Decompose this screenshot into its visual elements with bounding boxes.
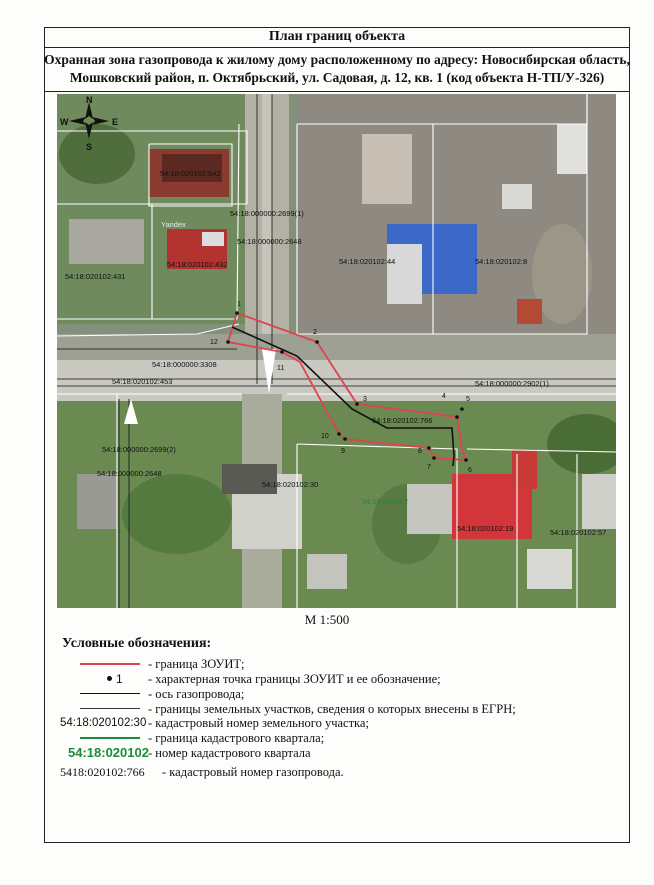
legend-text: - граница ЗОУИТ; (148, 657, 245, 671)
red-line-swatch (80, 663, 140, 665)
point-label: 11 (277, 365, 285, 372)
legend-row-kvartal-border (0, 730, 630, 746)
parcel-label: 54:18:000000:2648 (237, 237, 302, 246)
cad-number-sample: 54:18:020102:30 (60, 717, 147, 729)
parcel-label: 54:18:000000:2699(1) (230, 209, 304, 218)
building-roof (387, 244, 422, 304)
legend-row-kvartal-number (0, 745, 630, 761)
aerial-map (57, 94, 616, 608)
parcel-label: 54:18:020102:57 (550, 528, 607, 537)
legend-row-pipe (0, 686, 630, 702)
point-label: 2 (313, 329, 317, 336)
zouit-point (343, 437, 347, 441)
map-watermark: Yandex (161, 220, 186, 229)
legend-row-pipe-number (0, 764, 630, 780)
subtitle-line-2: Мошковский район, п. Октябрьский, ул. Садовая, д. 12, кв. 1 (код объекта Н-ТП/У-326) (69, 70, 605, 85)
green-line-swatch (80, 737, 140, 739)
legend-text: - кадастровый номер земельного участка; (148, 716, 369, 730)
legend-row-zouit (0, 656, 630, 672)
building-roof (407, 484, 452, 534)
black-line-swatch (80, 693, 140, 694)
parcel-label: 54:18:020102:8 (475, 257, 528, 266)
kvartal-sample: 54:18:020102 (68, 745, 149, 760)
building-roof-red (512, 449, 537, 489)
parcel-label: 54:18:020102:453 (112, 377, 173, 386)
point-label: 10 (321, 433, 329, 440)
point-dot-icon (107, 676, 112, 681)
tree-cluster (122, 474, 232, 554)
legend-title: Условные обозначения: (62, 636, 212, 651)
zouit-point (280, 350, 284, 354)
building-roof (69, 219, 144, 264)
zouit-border-symbol (60, 656, 140, 672)
point-label: 4 (442, 393, 446, 400)
point-label: 3 (363, 396, 367, 403)
parcel-label: 54:18:020102:542 (160, 169, 221, 178)
legend-row-cad-number (0, 715, 630, 731)
zouit-point (460, 407, 464, 411)
parcel-label: 54:18:020102:44 (339, 257, 396, 266)
zouit-point (337, 432, 341, 436)
kvartal-border-symbol (60, 730, 140, 746)
parcel-label: 54:18:020102:431 (65, 272, 126, 281)
building-roof (502, 184, 532, 209)
pipe-axis-symbol (60, 686, 140, 702)
building-roof (362, 134, 412, 204)
legend-text: - ось газопровода; (148, 687, 245, 701)
legend-text: - границы земельных участков, сведения о которых внесены в ЕГРН; (148, 702, 516, 716)
zouit-point (315, 340, 319, 344)
building-roof (77, 474, 117, 529)
plan-title: План границ объекта (44, 27, 630, 48)
legend-text: - характерная точка границы ЗОУИТ и ее обозначение; (148, 672, 441, 686)
legend-text: - номер кадастрового квартала (148, 746, 311, 760)
thin-line-swatch (80, 708, 140, 709)
compass-s: S (86, 142, 93, 152)
legend-text: - граница кадастрового квартала; (148, 731, 325, 745)
building-roof (517, 299, 542, 324)
building-roof (557, 124, 587, 174)
zouit-point (427, 446, 431, 450)
parcel-label: 54:18:000000:3308 (152, 360, 217, 369)
kvartal-label: 54:18:020102 (362, 497, 408, 506)
parcel-label: 54:18:020102:19 (457, 524, 514, 533)
zouit-point (355, 402, 359, 406)
point-label: 12 (210, 339, 218, 346)
vehicle (202, 232, 224, 246)
tree-cluster (59, 124, 135, 184)
compass-w: W (60, 117, 69, 127)
object-description (44, 48, 630, 92)
compass-e: E (112, 117, 119, 127)
zouit-point (235, 311, 239, 315)
zouit-point (455, 415, 459, 419)
subtitle-line-1: Охранная зона газопровода к жилому дому расположенному по адресу: Новосибирская область, (44, 52, 630, 67)
point-label: 1 (237, 301, 241, 308)
point-label: 6 (468, 467, 472, 474)
parcel-label: 54:18:000000:2902(1) (475, 379, 549, 388)
building-roof (527, 549, 572, 589)
building-roof (582, 474, 616, 529)
pipe-cadastral-label: 54:18:020102:766 (372, 416, 433, 425)
zouit-point (226, 340, 230, 344)
legend-row-point (0, 671, 630, 687)
point-label: 8 (418, 448, 422, 455)
parcel-label: 54:18:000000:2699(2) (102, 445, 176, 454)
zouit-point-symbol (60, 671, 140, 687)
zouit-point (464, 458, 468, 462)
parcel-label: 54:18:020102:30 (262, 480, 319, 489)
legend-text: - кадастровый номер газопровода. (162, 765, 344, 779)
compass-n: N (86, 95, 93, 105)
road-shoulder (57, 334, 616, 360)
parcel-label: 54:18:000000:2648 (97, 469, 162, 478)
building-roof (307, 554, 347, 589)
point-label: 5 (466, 396, 470, 403)
point-label: 9 (341, 448, 345, 455)
zouit-point (432, 456, 436, 460)
parcel-label: 54:18:020102:432 (167, 260, 228, 269)
point-label: 7 (427, 464, 431, 471)
map-scale: М 1:500 (304, 612, 350, 627)
pipe-number-sample: 5418:020102:766 (60, 765, 145, 779)
point-number: 1 (116, 672, 123, 686)
building-roof (222, 464, 277, 494)
